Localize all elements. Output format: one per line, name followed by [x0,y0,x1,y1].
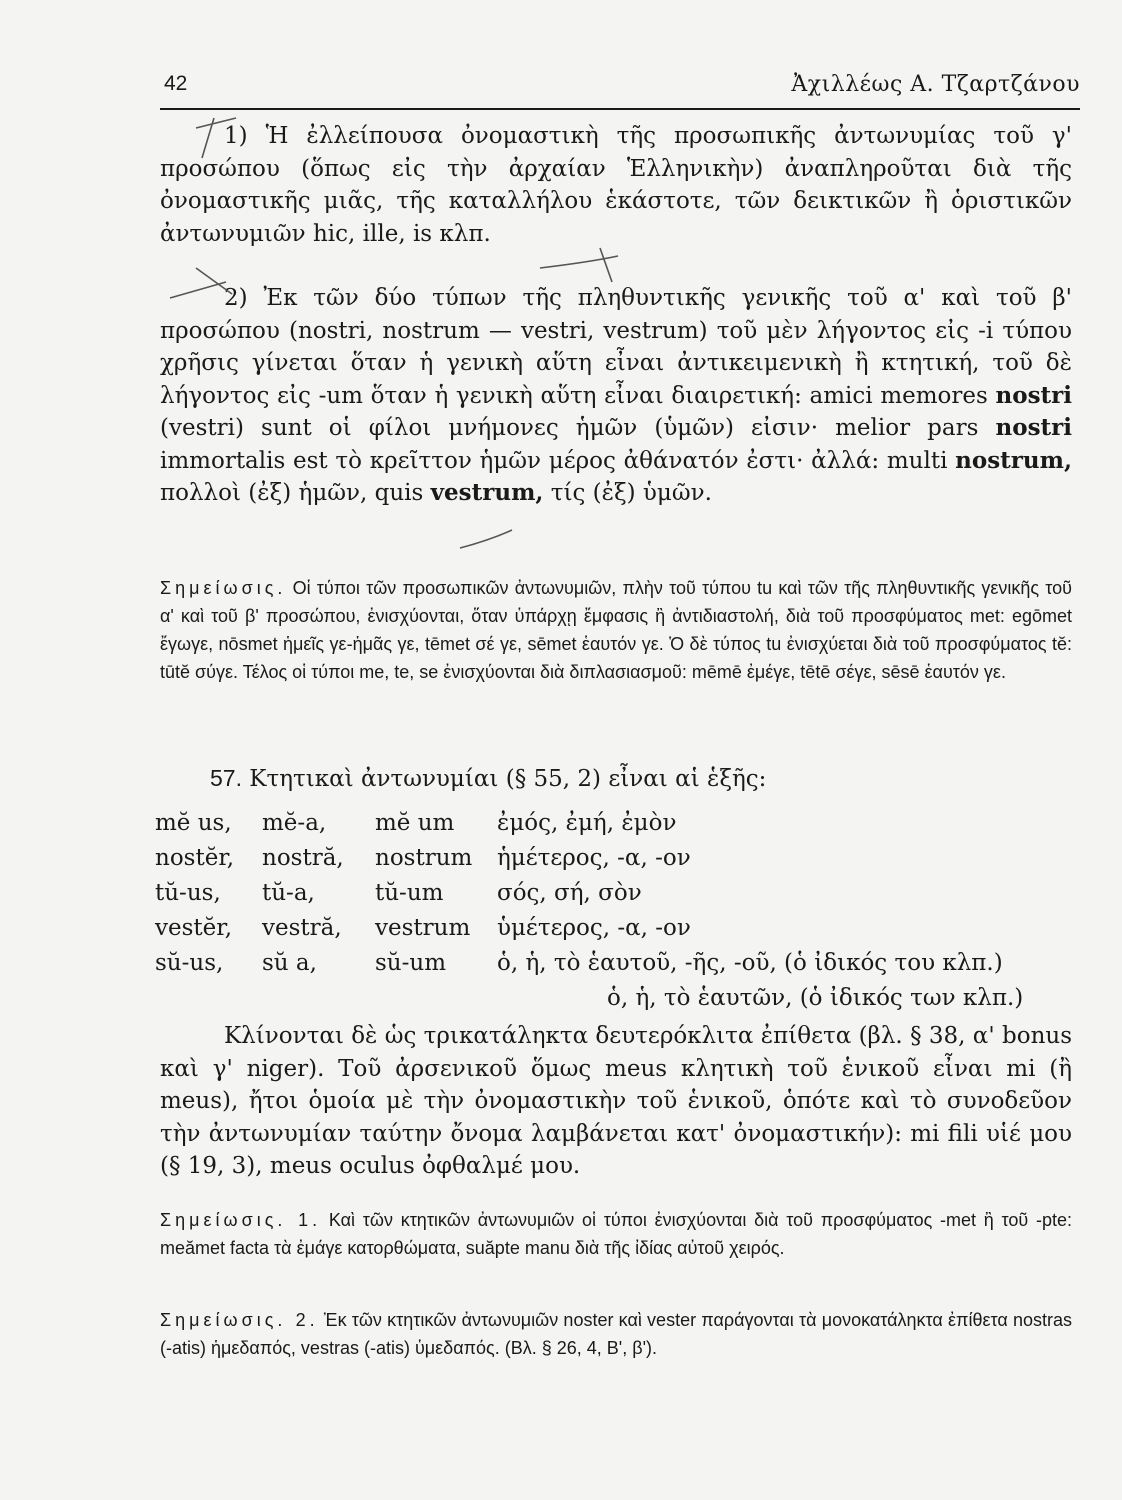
feminine-form: vestră, [262,915,342,941]
bold-term: nostrum, [955,446,1072,474]
pronoun-row [155,810,1003,845]
pronoun-row [155,845,1003,880]
bold-term: nostri [995,414,1072,441]
feminine-form: sŭ a, [262,950,317,976]
page-number: 42 [164,72,188,95]
note-1: Σημείωσις. Οἱ τύποι τῶν προσωπικῶν ἀντωνυμιῶν, πλὴν τοῦ τύπου tu καὶ τῶν τῆς πληθυντικῆς γενικῆς τοῦ α' καὶ τοῦ β' προσώπου, ἐνισχύονται, ὅταν ὑπάρχῃ ἔμφασις ἢ ἀντιδιαστολή, διὰ τοῦ προσφύματος met: egōmet ἔγωγε, nōsmet ἡμεῖς γε-ἡμᾶς γε, tēmet σέ γε, sēmet ἑαυτόν γε. Ὁ δὲ τύπος tu ἐνισχύεται διὰ τοῦ προσφύματος tĕ: tūtĕ σύγε. Τέλος οἱ τύποι me, te, se ἐνισχύονται διὰ διπλασιασμοῦ: mēmē ἐμέγε, tētē σέγε, sēsē ἑαυτόν γε. [160,578,1072,682]
feminine-form: mĕ-a, [262,810,327,836]
bold-term: vestrum, [430,479,544,506]
neuter-form: tŭ-um [375,880,444,906]
greek-gloss: ὑμέτερος, -α, -ον [497,915,691,941]
note-label: Σημείωσις. [160,578,287,598]
neuter-form: vestrum [375,915,471,941]
bold-term: nostri [995,381,1072,409]
paragraph-1: 1) Ἡ ἐλλείπουσα ὀνομαστικὴ τῆς προσωπικῆς ἀντωνυμίας τοῦ γ' προσώπου (ὅπως εἰς τὴν ἀρχαίαν Ἑλληνικὴν) ἀναπληροῦται διὰ τῆς ὀνομαστικῆς μιᾶς, τῆς καταλλήλου ἑκάστοτε, τῶν δεικτικῶν ἢ ὁριστικῶν ἀντωνυμιῶν hic, ille, is κλπ. [160,123,1072,247]
note-label: Σημείωσις. 2. [160,1310,319,1330]
masculine-form: sŭ-us, [155,950,224,976]
possessive-pronouns-table [155,810,1003,985]
feminine-form: nostră, [262,845,344,871]
greek-gloss: ὁ, ἡ, τὸ ἑαυτοῦ, -ῆς, -οῦ, (ὁ ἰδικός του κλπ.) [497,950,1003,976]
masculine-form: vestĕr, [155,915,233,941]
greek-gloss: ἐμός, ἐμή, ἐμὸν [497,810,677,836]
pronoun-row [155,950,1003,985]
note-label: Σημείωσις. 1. [160,1210,322,1230]
neuter-form: mĕ um [375,810,455,836]
pronoun-extra-line: ὁ, ἡ, τὸ ἑαυτῶν, (ὁ ἰδικός των κλπ.) [607,985,1024,1011]
section-57-heading: 57. Κτητικαὶ ἀντωνυμίαι (§ 55, 2) εἶναι αἱ ἑξῆς: [210,765,767,792]
feminine-form: tŭ-a, [262,880,315,906]
greek-gloss: σός, σή, σὸν [497,880,642,906]
note-3: Σημείωσις. 2. Ἐκ τῶν κτητικῶν ἀντωνυμιῶν noster καὶ vester παράγονται τὰ μονοκατάληκτα ἐπίθετα nostras (-atis) ἡμεδαπός, vestras (-atis) ὑμεδαπός. (Βλ. § 26, 4, Β', β'). [160,1310,1072,1358]
paragraph-3: Κλίνονται δὲ ὡς τρικατάληκτα δευτερόκλιτα ἐπίθετα (βλ. § 38, α' bonus καὶ γ' niger). Τοῦ ἀρσενικοῦ ὅμως meus κλητικὴ τοῦ ἑνικοῦ εἶναι mi (ἢ meus), ἤτοι ὁμοία μὲ τὴν ὀνομαστικὴν τοῦ ἑνικοῦ, ὁπότε καὶ τὸ συνοδεῦον τὴν ἀντωνυμίαν ταύτην ὄνομα λαμβάνεται κατ' ὀνομαστικήν): mi fili υἱέ μου (§ 19, 3), meus oculus ὀφθαλμέ μου. [160,1023,1072,1179]
pronoun-row [155,880,1003,915]
pencil-underline [540,248,618,282]
masculine-form: mĕ us, [155,810,232,836]
pencil-underline [460,530,512,548]
page-header [160,68,1080,110]
running-head: Ἀχιλλέως Α. Τζαρτζάνου [791,72,1080,97]
neuter-form: sŭ-um [375,950,447,976]
section-number: 57. [210,765,242,791]
masculine-form: nostĕr, [155,845,235,871]
masculine-form: tŭ-us, [155,880,221,906]
pronoun-row [155,915,1003,950]
paragraph-2: 2) Ἐκ τῶν δύο τύπων τῆς πληθυντικῆς γενικῆς τοῦ α' καὶ τοῦ β' προσώπου (nostri, nostrum — vestri, vestrum) τοῦ μὲν λήγοντος εἰς -i τύπου χρῆσις γίνεται ὅταν ἡ γενικὴ αὕτη εἶναι ἀντικειμενικὴ ἢ κτητική, τοῦ δὲ λήγοντος εἰς -um ὅταν ἡ γενικὴ αὕτη εἶναι διαιρετική: amici memores nostri (vestri) sunt οἱ φίλοι μνήμονες ἡμῶν (ὑμῶν) εἰσιν· melior pars nostri immortalis est τὸ κρεῖττον ἡμῶν μέρος ἀθάνατόν ἐστι· ἀλλά: multi nostrum, πολλοὶ (ἐξ) ἡμῶν, quis vestrum, τίς (ἐξ) ὑμῶν. [160,285,1072,506]
neuter-form: nostrum [375,845,473,871]
greek-gloss: ἡμέτερος, -α, -ον [497,845,691,871]
note-2: Σημείωσις. 1. Καὶ τῶν κτητικῶν ἀντωνυμιῶν οἱ τύποι ἐνισχύονται διὰ τοῦ προσφύματος -met ἢ τοῦ -pte: meămet facta τὰ ἐμάγε κατορθώματα, suăpte manu διὰ τῆς ἰδίας αὐτοῦ χειρός. [160,1210,1072,1258]
